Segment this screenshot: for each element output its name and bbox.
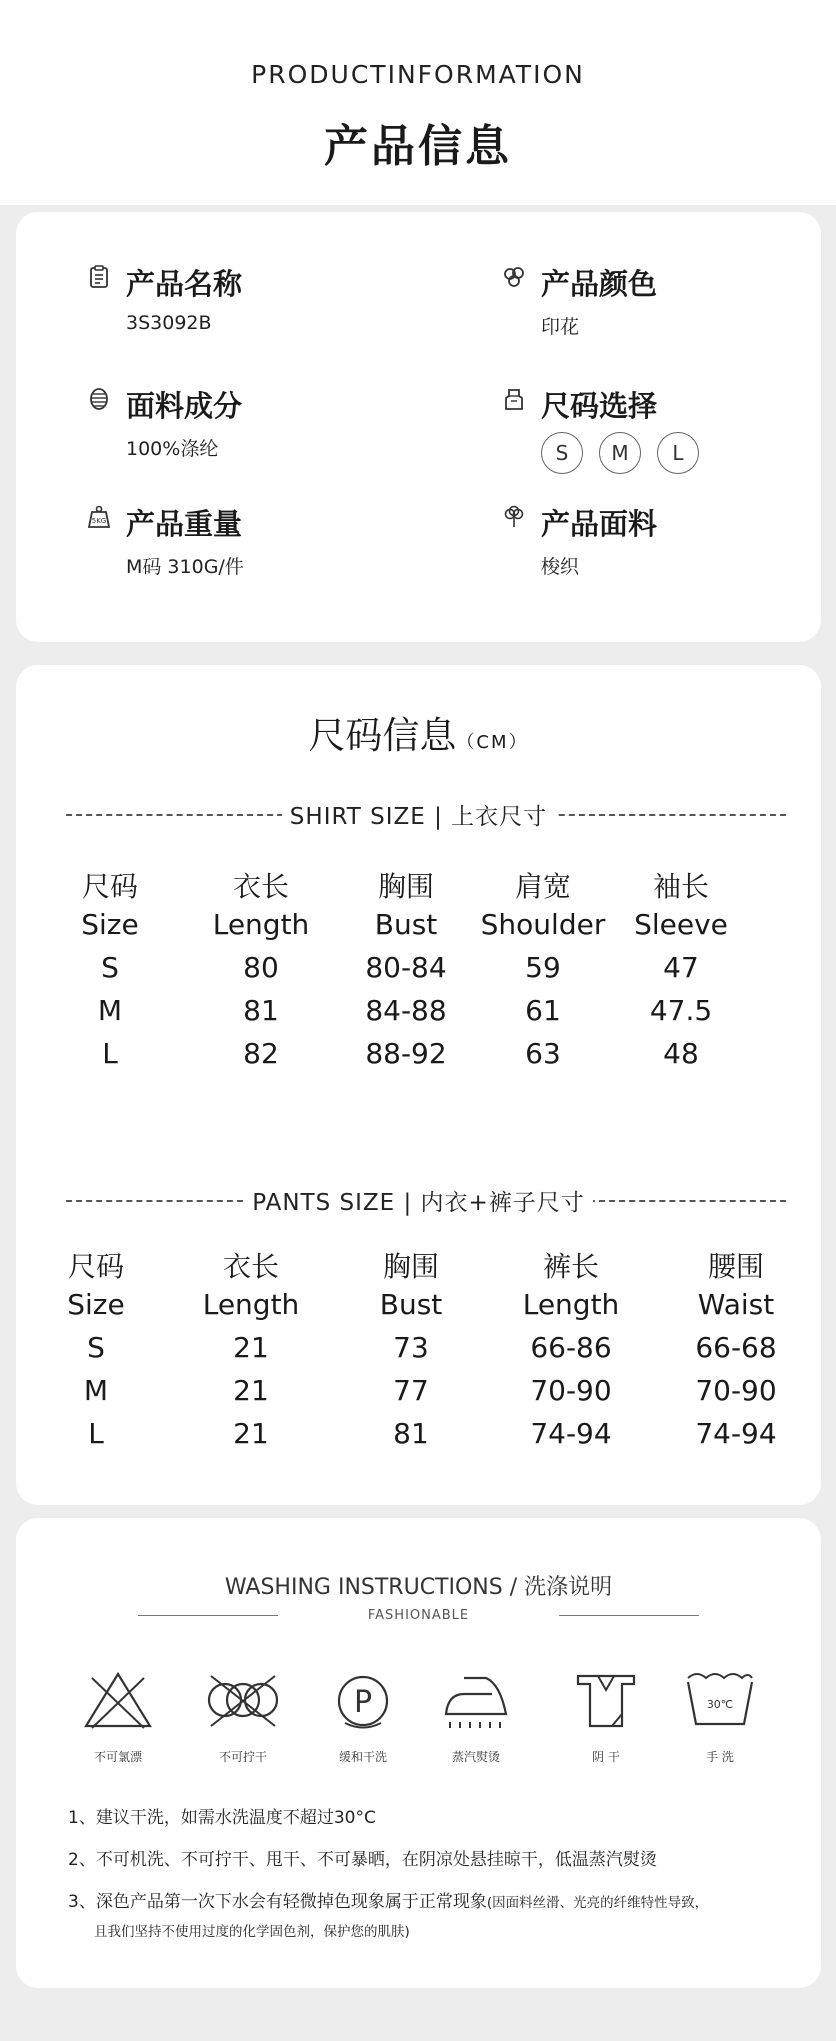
- size-info-card: [16, 665, 821, 1505]
- info-value: M码 310G/件: [126, 556, 244, 578]
- table-cell: L: [88, 1417, 104, 1450]
- size-option-m[interactable]: M: [599, 432, 641, 474]
- info-title: 产品颜色: [541, 267, 658, 301]
- info-size-select: [501, 384, 751, 484]
- palette-icon: [501, 264, 527, 290]
- table-header-cell: 袖长: [652, 870, 710, 903]
- table-header-cell: Sleeve: [634, 908, 728, 941]
- table-cell: M: [97, 994, 123, 1027]
- product-info-card: [16, 212, 821, 642]
- table-cell: 74-94: [530, 1417, 612, 1450]
- table-cell: 48: [663, 1037, 699, 1070]
- wash-note-3: [68, 1887, 708, 1912]
- table-header-cell: Length: [212, 908, 310, 941]
- table-cell: S: [87, 1331, 105, 1364]
- table-cell: 61: [525, 994, 561, 1027]
- table-header-cell: 胸围: [377, 870, 435, 903]
- wash-label: 蒸汽熨烫: [451, 1750, 501, 1764]
- table-cell: M: [83, 1374, 109, 1407]
- wash-note-3-cont: 且我们坚持不使用过度的化学固色剂，保护您的肌肤): [94, 1924, 410, 1940]
- table-cell: 70-90: [530, 1374, 612, 1407]
- wash-label: 缓和干洗: [338, 1750, 388, 1764]
- no-bleach-icon: [78, 1668, 158, 1732]
- table-header-cell: 衣长: [232, 870, 290, 903]
- hand-wash-temp: 30℃: [706, 1698, 734, 1711]
- info-title: 产品重量: [126, 507, 243, 541]
- svg-text:5KG: 5KG: [91, 517, 107, 525]
- table-header-cell: 尺码: [81, 870, 139, 903]
- svg-text:P: P: [353, 1685, 373, 1720]
- wash-note-3-paren: (因面料丝滑、光亮的纤维特性导致，: [486, 1895, 709, 1911]
- table-header-cell: 尺码: [67, 1250, 125, 1283]
- info-title: 尺码选择: [541, 389, 658, 423]
- info-value: 3S3092B: [126, 312, 212, 334]
- table-header-cell: 肩宽: [514, 870, 572, 903]
- table-cell: 82: [243, 1037, 279, 1070]
- table-header-cell: Shoulder: [480, 908, 606, 941]
- table-cell: 47: [663, 951, 699, 984]
- table-header-cell: Bust: [374, 908, 438, 941]
- table-cell: 21: [233, 1331, 269, 1364]
- table-cell: 80-84: [365, 951, 447, 984]
- washing-subtitle: FASHIONABLE: [367, 1608, 470, 1623]
- pants-size-label: [16, 1184, 821, 1217]
- no-wring-icon: [203, 1668, 283, 1732]
- wash-note-3-main: 3、深色产品第一次下水会有轻微掉色现象属于正常现象: [68, 1892, 487, 1912]
- table-cell: 70-90: [695, 1374, 777, 1407]
- table-cell: 84-88: [365, 994, 447, 1027]
- table-cell: 63: [525, 1037, 561, 1070]
- pants-size-table: [16, 1245, 821, 1505]
- size-info-unit: （CM）: [456, 732, 529, 753]
- table-cell: 80: [243, 951, 279, 984]
- shirt-size-label-text: SHIRT SIZE | 上衣尺寸: [282, 804, 555, 830]
- washing-card: [16, 1518, 821, 1988]
- thread-spool-icon: [86, 386, 112, 412]
- dry-clean-p-icon: [323, 1668, 403, 1732]
- table-cell: 66-86: [530, 1331, 612, 1364]
- wash-note-2: 2、不可机洗、不可拧干、甩干、不可暴晒，在阴凉处悬挂晾干，低温蒸汽熨烫: [68, 1850, 657, 1870]
- pants-size-label-text: PANTS SIZE | 内衣+裤子尺寸: [244, 1190, 593, 1216]
- table-header-cell: 腰围: [707, 1250, 765, 1283]
- shirt-size-table: [16, 865, 821, 1145]
- table-header-cell: Size: [67, 1288, 125, 1321]
- size-option-l[interactable]: L: [657, 432, 699, 474]
- cotton-icon: [501, 504, 527, 530]
- shirt-size-label: [16, 798, 821, 831]
- wash-note-1: 1、建议干洗，如需水洗温度不超过30°C: [68, 1808, 376, 1828]
- hand-wash-icon: [680, 1668, 760, 1732]
- info-title: 产品名称: [126, 267, 243, 301]
- wash-label: 阴 干: [592, 1750, 620, 1764]
- table-header-cell: Size: [81, 908, 139, 941]
- table-cell: 81: [393, 1417, 429, 1450]
- table-cell: S: [101, 951, 119, 984]
- table-header-cell: 胸围: [382, 1250, 440, 1283]
- table-cell: 88-92: [365, 1037, 447, 1070]
- table-cell: 47.5: [649, 994, 713, 1027]
- info-value: 印花: [541, 316, 580, 338]
- table-cell: 21: [233, 1417, 269, 1450]
- wash-label: 手 洗: [706, 1750, 734, 1764]
- table-header-cell: Bust: [379, 1288, 443, 1321]
- info-value: 梭织: [541, 556, 580, 578]
- wash-label: 不可氯漂: [93, 1750, 143, 1764]
- table-header-cell: 裤长: [542, 1250, 600, 1283]
- table-cell: 73: [393, 1331, 429, 1364]
- header-en-title: PRODUCTINFORMATION: [251, 60, 585, 89]
- size-info-title-text: 尺码信息: [308, 714, 457, 757]
- table-cell: 66-68: [695, 1331, 777, 1364]
- info-value: 100%涤纶: [126, 438, 219, 460]
- table-header-cell: 衣长: [222, 1250, 280, 1283]
- header-area: [0, 0, 836, 205]
- table-header-cell: Length: [522, 1288, 620, 1321]
- hanger-shirt-icon: [501, 386, 527, 412]
- header-cn-title: 产品信息: [324, 121, 512, 172]
- wash-label: 不可拧干: [218, 1750, 268, 1764]
- table-header-cell: Waist: [697, 1288, 775, 1321]
- table-cell: 77: [393, 1374, 429, 1407]
- steam-iron-icon: [436, 1668, 516, 1732]
- washing-title: WASHING INSTRUCTIONS / 洗涤说明: [224, 1575, 613, 1600]
- info-title: 面料成分: [126, 389, 243, 423]
- size-option-s[interactable]: S: [541, 432, 583, 474]
- table-cell: 59: [525, 951, 561, 984]
- table-cell: 81: [243, 994, 279, 1027]
- table-cell: L: [102, 1037, 118, 1070]
- weight-icon: [86, 504, 112, 530]
- shade-dry-icon: [566, 1668, 646, 1732]
- info-title: 产品面料: [541, 507, 658, 541]
- table-header-cell: Length: [202, 1288, 300, 1321]
- table-cell: 74-94: [695, 1417, 777, 1450]
- table-cell: 21: [233, 1374, 269, 1407]
- clipboard-icon: [86, 264, 112, 290]
- size-info-title: [16, 705, 821, 759]
